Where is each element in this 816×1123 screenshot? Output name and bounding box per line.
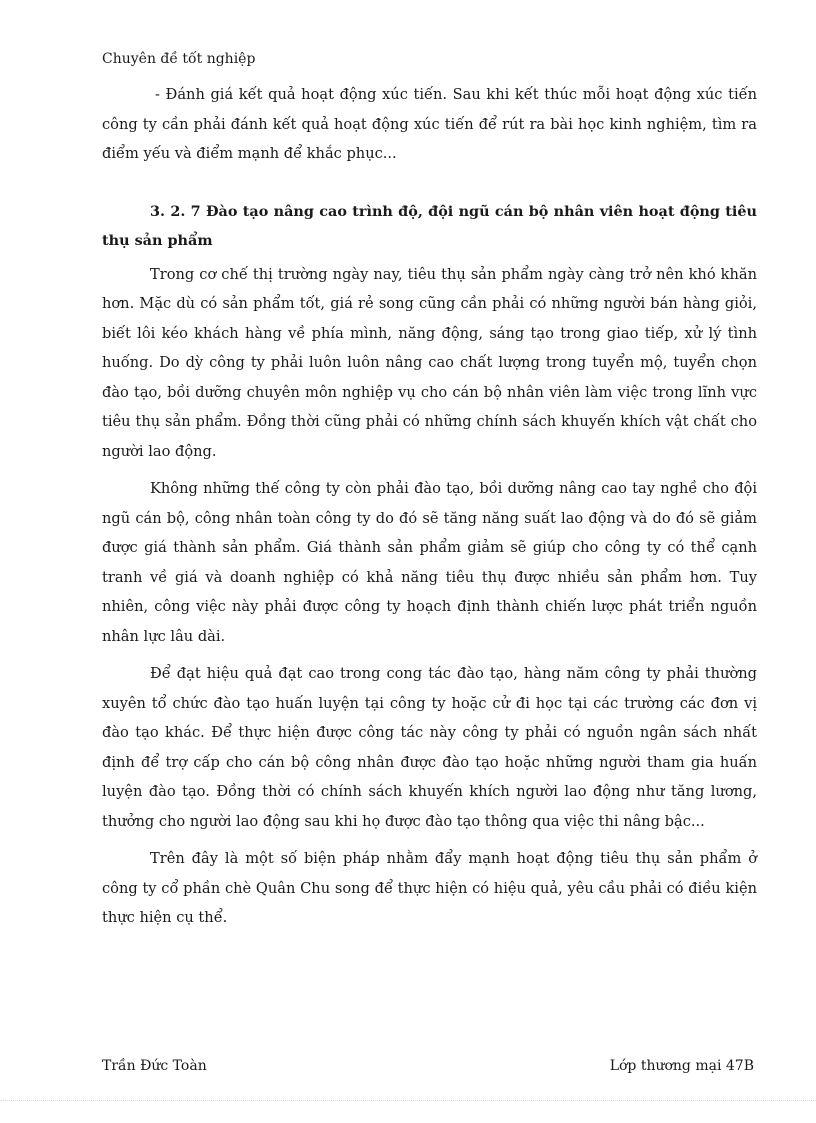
page-bottom-divider: [0, 1100, 816, 1101]
footer-author: Trần Đức Toàn: [102, 1058, 207, 1074]
body-paragraph-4: Trên đây là một số biện pháp nhằm đẩy mạnh hoạt động tiêu thụ sản phẩm ở công ty cổ phần chè Quân Chu song để thực hiện có hiệu quả, yêu cầu phải có điều kiện thực hiện cụ thể.: [102, 850, 757, 926]
document-body: [102, 80, 757, 933]
body-paragraph-1: Trong cơ chế thị trường ngày nay, tiêu thụ sản phẩm ngày càng trở nên khó khăn hơn. Mặc dù có sản phẩm tốt, giá rẻ song cũng cần phải có những người bán hàng giỏi, biết lôi kéo khách hàng về phía mình, năng động, sáng tạo trong giao tiếp, xử lý tình huống. Do dỳ công ty phải luôn luôn nâng cao chất lượng trong tuyển mộ, tuyển chọn đào tạo, bồi dưỡng chuyên môn nghiệp vụ cho cán bộ nhân viên làm việc trong lĩnh vực tiêu thụ sản phẩm. Đồng thời cũng phải có những chính sách khuyến khích vật chất cho người lao động.: [102, 265, 757, 460]
body-paragraph-2: Không những thế công ty còn phải đào tạo, bồi dưỡng nâng cao tay nghề cho đội ngũ cán bộ, công nhân toàn công ty do đó sẽ tăng năng suất lao động và do đó sẽ giảm được giá thành sản phẩm. Giá thành sản phẩm giảm sẽ giúp cho công ty có thể cạnh tranh về giá và doanh nghiệp có khả năng tiêu thụ được nhiều sản phẩm hơn. Tuy nhiên, công việc này phải được công ty hoạch định thành chiến lược phát triển nguồn nhân lực lâu dài.: [102, 480, 757, 645]
bullet-paragraph: - Đánh giá kết quả hoạt động xúc tiến. Sau khi kết thúc mỗi hoạt động xúc tiến công ty cần phải đánh kết quả hoạt động xúc tiến để rút ra bài học kinh nghiệm, tìm ra điểm yếu và điểm mạnh để khắc phục...: [102, 86, 757, 162]
section-heading: 3. 2. 7 Đào tạo nâng cao trình độ, đội ngũ cán bộ nhân viên hoạt động tiêu thụ sản phẩm: [102, 202, 757, 249]
page-header-title: Chuyên đề tốt nghiệp: [102, 51, 256, 67]
footer-class: Lớp thương mại 47B: [609, 1058, 754, 1074]
body-paragraph-3: Để đạt hiệu quả đạt cao trong cong tác đào tạo, hàng năm công ty phải thường xuyên tổ chức đào tạo huấn luyện tại công ty hoặc cử đi học tại các trường các đơn vị đào tạo khác. Để thực hiện được công tác này công ty phải có nguồn ngân sách nhất định để trợ cấp cho cán bộ công nhân được đào tạo hoặc những người tham gia huấn luyện đào tạo. Đồng thời có chính sách khuyến khích người lao động như tăng lương, thưởng cho người lao động sau khi họ được đào tạo thông qua việc thi nâng bậc...: [102, 665, 757, 830]
